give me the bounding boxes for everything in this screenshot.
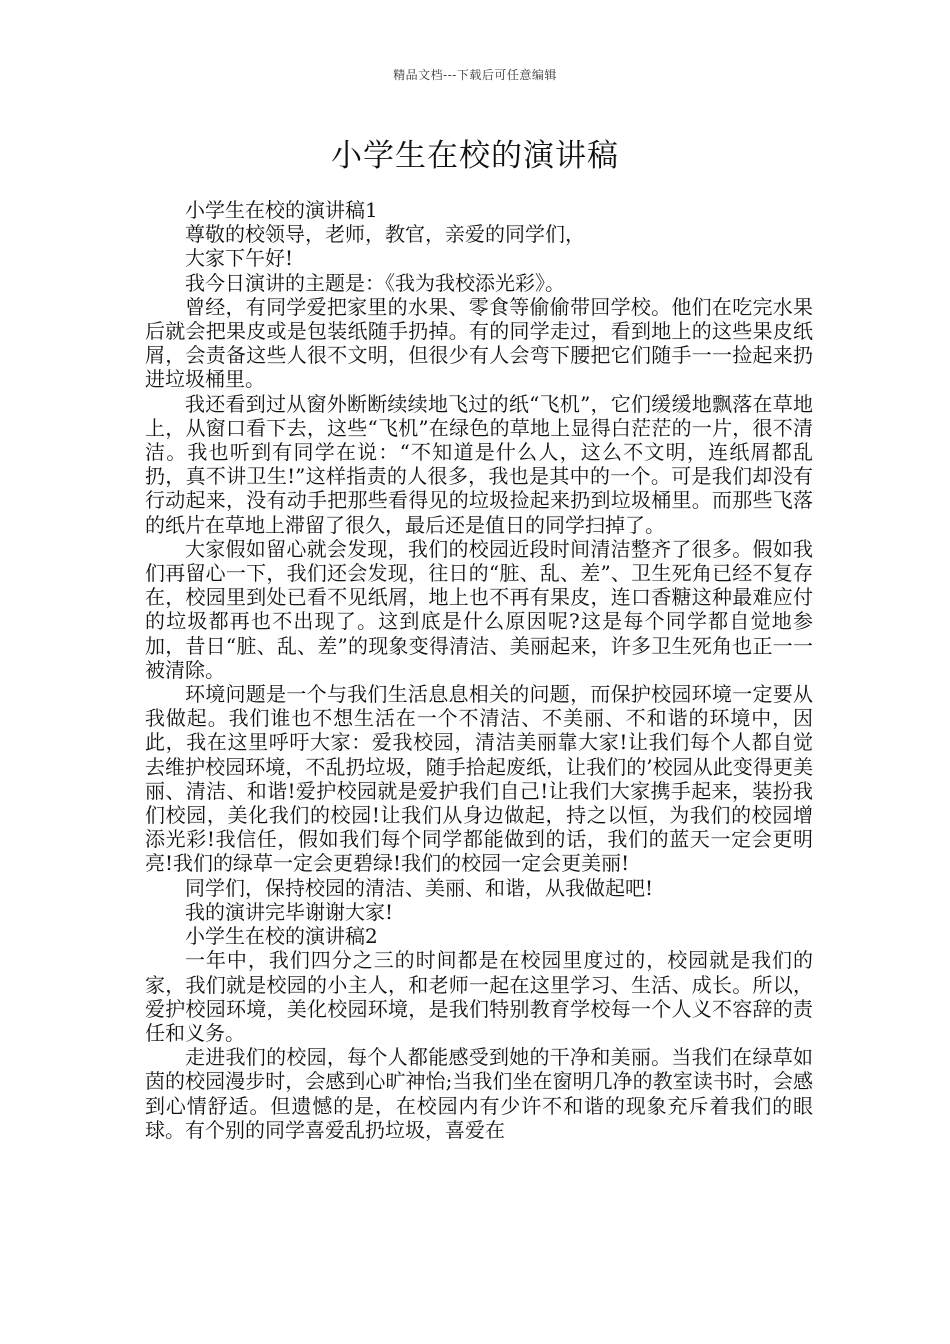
paragraph-body: 大家假如留心就会发现，我们的校园近段时间清洁整齐了很多。假如我们再留心一下，我们还会发现，往日的“脏、乱、差”、卫生死角已经不复存在，校园里到处已看不见纸屑，地上也不再有果皮，连口香糖这种最难应付的垃圾都再也不出现了。这到底是什么原因呢?这是每个同学都自觉地参加，昔日“脏、乱、差”的现象变得清洁、美丽起来，许多卫生死角也正一一被清除。 — [145, 536, 813, 682]
paragraph-salutation: 尊敬的校领导，老师，教官，亲爱的同学们， — [185, 222, 585, 247]
paragraph-topic: 我今日演讲的主题是：《我为我校添光彩》。 — [185, 270, 565, 295]
paragraph-body: 曾经，有同学爱把家里的水果、零食等偷偷带回学校。他们在吃完水果后就会把果皮或是包装纸随手扔掉。有的同学走过，看到地上的这些果皮纸屑，会责备这些人很不文明，但很少有人会弯下腰把它们随手一一捡起来扔进垃圾桶里。 — [145, 294, 813, 392]
paragraph-call-to-action: 同学们，保持校园的清洁、美丽、和谐，从我做起吧! — [185, 875, 654, 900]
paragraph-body: 我还看到过从窗外断断续续地飞过的纸“飞机”，它们缓缓地飘落在草地上，从窗口看下去，这些“飞机”在绿色的草地上显得白茫茫的一片，很不清洁。我也听到有同学在说：“不知道是什么人，这么不文明，连纸屑都乱扔，真不讲卫生!”这样指责的人很多，我也是其中的一个。可是我们却没有行动起来，没有动手把那些看得见的垃圾捡起来扔到垃圾桶里。而那些飞落的纸片在草地上滞留了很久，最后还是值日的同学扫掉了。 — [145, 391, 813, 537]
document-title: 小学生在校的演讲稿 — [331, 138, 619, 174]
paragraph-greeting: 大家下午好! — [185, 246, 294, 271]
paragraph-body: 一年中，我们四分之三的时间都是在校园里度过的，校园就是我们的家，我们就是校园的小主人，和老师一起在这里学习、生活、成长。所以，爱护校园环境，美化校园环境，是我们特别教育学校每一个人义不容辞的责任和义务。 — [145, 948, 813, 1045]
document-body — [145, 198, 813, 1142]
paragraph-body: 环境问题是一个与我们生活息息相关的问题，而保护校园环境一定要从我做起。我们谁也不想生活在一个不清洁、不美丽、不和谐的环境中，因此，我在这里呼吁大家：爱我校园，清洁美丽靠大家!让我们每个人都自觉去维护校园环境，不乱扔垃圾，随手拾起废纸，让我们的’校园从此变得更美丽、清洁、和谐!爱护校园就是爱护我们自己!让我们大家携手起来，装扮我们校园，美化我们的校园!让我们从身边做起，持之以恒，为我们的校园增添光彩!我信任，假如我们每个同学都能做到的话，我们的蓝天一定会更明亮!我们的绿草一定会更碧绿!我们的校园一定会更美丽! — [145, 682, 813, 876]
paragraph-speech-1-heading: 小学生在校的演讲稿1 — [185, 198, 378, 222]
paragraph-body: 走进我们的校园，每个人都能感受到她的干净和美丽。当我们在绿草如茵的校园漫步时，会感到心旷神怡;当我们坐在窗明几净的教室读书时，会感到心情舒适。但遗憾的是，在校园内有少许不和谐的现象充斥着我们的眼球。有个别的同学喜爱乱扔垃圾，喜爱在 — [145, 1045, 813, 1142]
paragraph-closing: 我的演讲完毕谢谢大家! — [185, 899, 394, 924]
page-header-note: 精品文档---下载后可任意编辑 — [393, 68, 557, 82]
paragraph-speech-2-heading: 小学生在校的演讲稿2 — [185, 924, 378, 949]
